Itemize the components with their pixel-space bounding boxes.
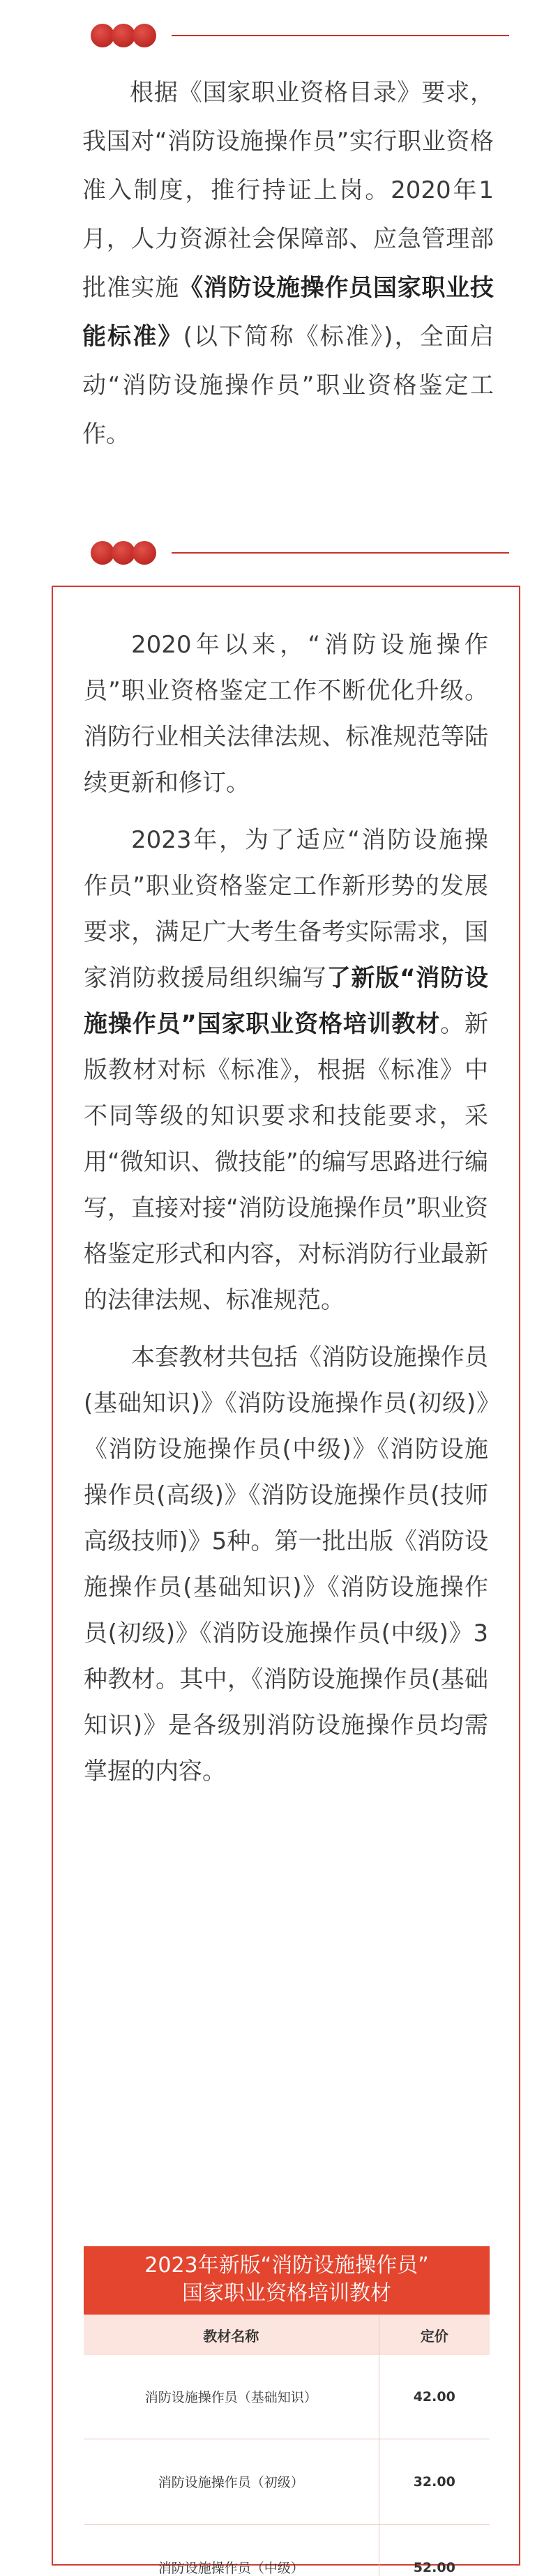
body-paragraph [84,1334,488,1794]
body-paragraph [84,622,488,806]
text-run: (以下简称《标准》)，全面启动“消防设施操作员”职业资格鉴定工作。 [82,323,495,448]
book-name-cell: 消防设施操作员（基础知识） [84,2355,379,2439]
bold-text-run: 《消防设施操作员国家职业技能标准》 [82,274,494,351]
body-paragraph [84,817,488,1323]
header-book-name: 教材名称 [84,2315,379,2355]
price-cell: 42.00 [379,2355,490,2439]
price-cell: 32.00 [379,2439,490,2524]
text-run: 。新版教材对标《标准》，根据《标准》中不同等级的知识要求和技能要求，采用“微知识、微技能”的编写思路进行编写，直接对接“消防设施操作员”职业资格鉴定形式和内容，对标消防行业最新的法律法规、标准规范。 [84,1010,488,1314]
price-cell: 52.00 [379,2524,490,2576]
book-name-cell: 消防设施操作员（初级） [84,2439,379,2524]
header-price: 定价 [379,2315,490,2355]
body-text [84,622,488,1794]
book-name-cell: 消防设施操作员（中级） [84,2524,379,2576]
text-run: 2020年以来，“消防设施操作员”职业资格鉴定工作不断优化升级。消防行业相关法律法规、标准规范等陆续更新和修订。 [84,631,488,797]
table-title-line2: 国家职业资格培训教材 [182,2281,391,2306]
divider-line [172,35,509,36]
red-dot [91,24,114,47]
intro-paragraph [82,68,494,459]
table-header-row [84,2315,490,2355]
red-dot [133,541,156,565]
table-row [84,2355,490,2439]
red-dot [112,541,135,565]
red-dots-ornament [91,541,158,565]
table-title-line1: 2023年新版“消防设施操作员” [144,2253,429,2278]
red-dot [133,24,156,47]
intro-section [82,68,494,459]
divider-line [172,552,509,554]
section-divider-top [91,20,509,47]
content-box [52,586,520,2576]
text-run: 2023年，为了适应“消防设施操作员”职业资格鉴定工作新形势的发展要求，满足广大考生备考实际需求，国家消防救援局组织编写 [84,826,488,992]
section-divider-middle [91,537,509,565]
red-dot [112,24,135,47]
red-dots-ornament [91,24,158,47]
bold-text-run: 了新版“消防设施操作员”国家职业资格培训教材 [84,964,488,1038]
table-row [84,2524,490,2576]
table-row [84,2439,490,2524]
price-table [84,2315,490,2576]
text-run: 本套教材共包括《消防设施操作员(基础知识)》《消防设施操作员(初级)》《消防设施操作员(中级)》《消防设施操作员(高级)》《消防设施操作员(技师 高级技师)》5种。第一批出版《消防设施操作员(基础知识)》《消防设施操作员(初级)》《消防设施操作员(中级)》3种教材。其中，《消防设施操作员(基础知识)》是各级别消防设施操作员均需掌握的内容。 [84,1343,488,1785]
text-run: 根据《国家职业资格目录》要求，我国对“消防设施操作员”实行职业资格准入制度，推行持证上岗。2020年1月，人力资源社会保障部、应急管理部批准实施 [82,79,494,302]
table-title [84,2246,490,2315]
textbook-price-table [84,2246,490,2576]
red-dot [91,541,114,565]
